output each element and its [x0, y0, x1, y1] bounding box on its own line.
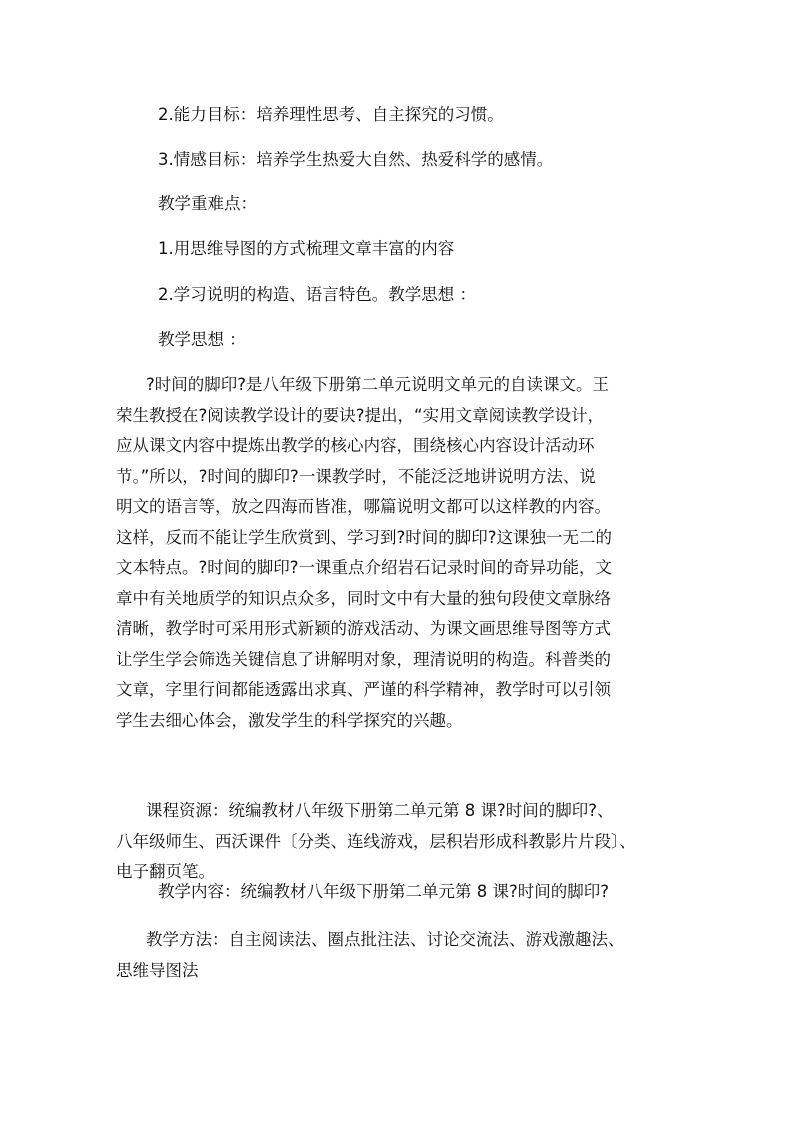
paragraph-line: 章中有关地质学的知识点众多，同时文中有大量的独句段使文章脉络: [116, 588, 611, 608]
methods-paragraph: [116, 925, 688, 986]
paragraph-line: 文章，字里行间都能透露出求真、严谨的科学精神，教学时可以引领: [116, 680, 611, 699]
paragraph-line: 让学生学会筛选关键信息了讲解明对象，理清说明的构造。科普类的: [116, 649, 611, 669]
key-point-2: 2.学习说明的构造、语言特色。教学思想 ：: [158, 285, 476, 304]
paragraph-line: 应从课文内容中提炼出教学的核心内容，围绕核心内容设计活动环: [116, 436, 595, 455]
paragraph-line: 文本特点。?时间的脚印?一课重点介绍岩石记录时间的奇异功能，文: [116, 558, 613, 577]
key-points-heading: 教学重难点：: [158, 194, 257, 213]
emotion-goal: 3.情感目标：培养学生热爱大自然、热爱科学的感情。: [158, 150, 554, 169]
paragraph-line: 学生去细心体会，激发学生的科学探究的兴趣。: [116, 710, 463, 730]
paragraph-line: ?时间的脚印?是八年级下册第二单元说明文单元的自读课文。王: [146, 375, 610, 394]
paragraph-line: 荣生教授在?阅读教学设计的要诀?提出，“实用文章阅读教学设计，: [116, 405, 605, 425]
paragraph-line: 明文的语言等，放之四海而皆准，哪篇说明文都可以这样教的内容。: [116, 497, 611, 516]
paragraph-line: 教学方法：自主阅读法、圈点批注法、讨论交流法、游戏激趣法、: [146, 930, 625, 949]
teaching-idea-paragraph: [116, 370, 688, 736]
teaching-idea-heading: 教学思想 ：: [158, 330, 246, 349]
resources-paragraph: [116, 796, 688, 888]
paragraph-line: 清晰，教学时可采用形式新颖的游戏活动、为课文画思维导图等方式: [116, 619, 611, 638]
paragraph-line: 节。”所以，?时间的脚印?一课教学时，不能泛泛地讲说明方法、说: [116, 466, 596, 486]
teaching-content-line: 教学内容：统编教材八年级下册第二单元第 8 课?时间的脚印?: [158, 882, 610, 901]
paragraph-line: 课程资源：统编教材八年级下册第二单元第 8 课?时间的脚印?、: [146, 801, 614, 820]
ability-goal: 2.能力目标：培养理性思考、自主探究的习惯。: [158, 105, 504, 124]
key-point-1: 1.用思维导图的方式梳理文章丰富的内容: [158, 239, 455, 258]
paragraph-line: 思维导图法: [116, 960, 199, 980]
paragraph-line: 这样，反而不能让学生欣赏到、学习到?时间的脚印?这课独一无二的: [116, 527, 613, 547]
paragraph-line: 八年级师生、西沃课件〔分类、连线游戏，层积岩形成科教影片片段〕、: [116, 831, 636, 851]
paragraph-line: 电子翻页笔。: [116, 862, 215, 881]
